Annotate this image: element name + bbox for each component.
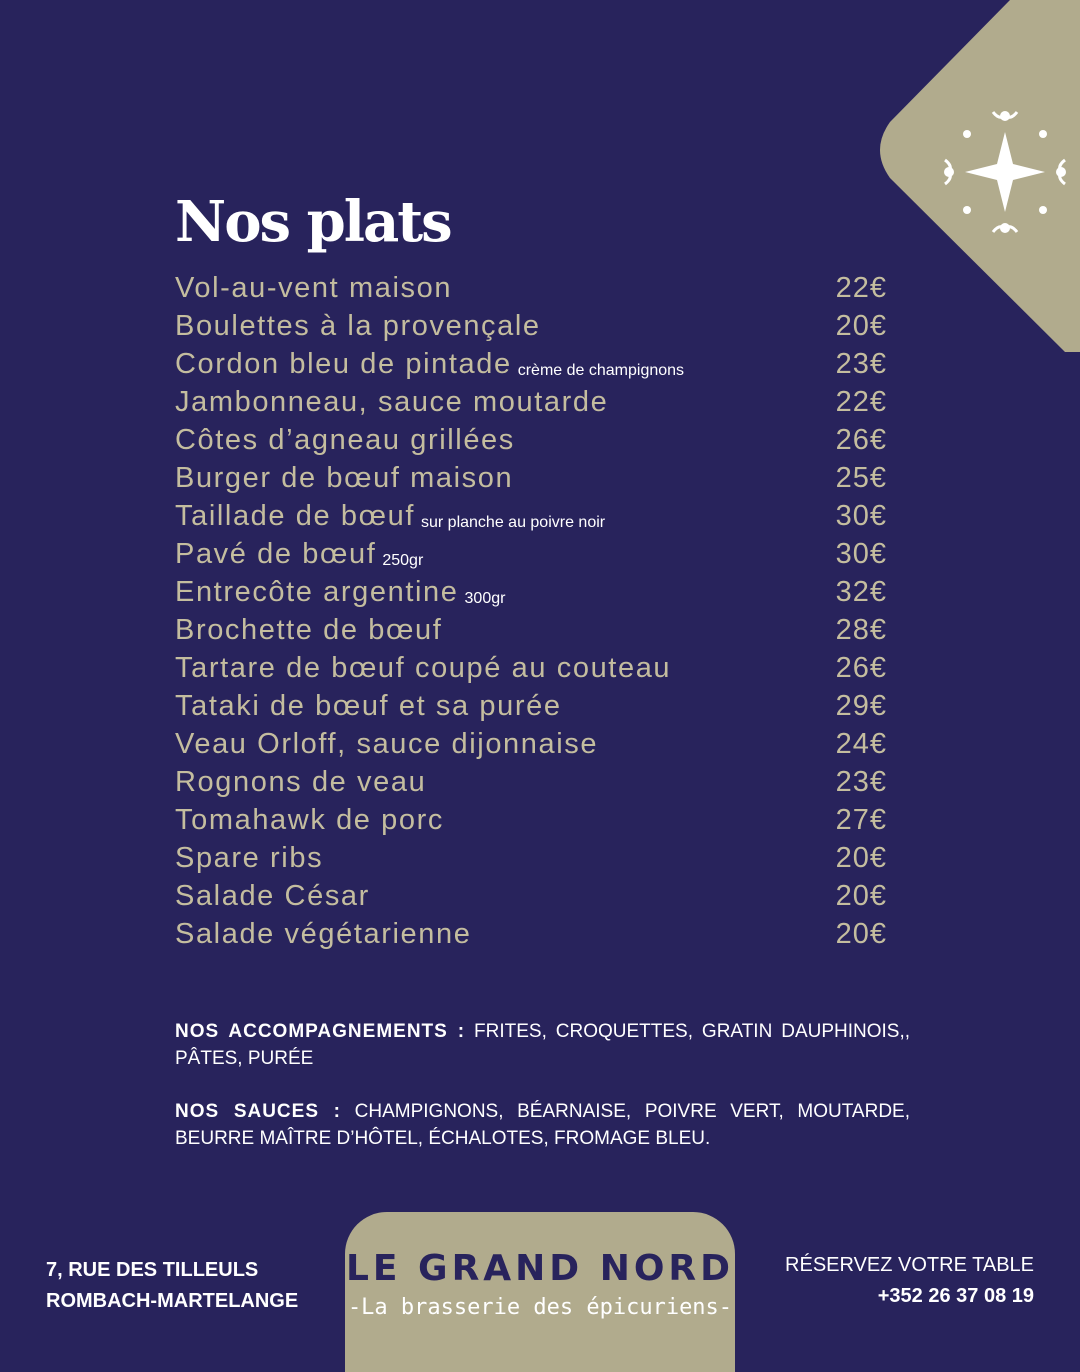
dish-price: 32€: [835, 575, 887, 608]
dish-name: Boulettes à la provençale: [175, 309, 541, 342]
dish-name: Veau Orloff, sauce dijonnaise: [175, 727, 599, 760]
sauces-label: NOS SAUCES :: [175, 1101, 341, 1122]
dish-name: Spare ribs: [175, 841, 324, 874]
address-line-1: 7, RUE DES TILLEULS: [46, 1259, 259, 1281]
dish-row: [175, 269, 887, 307]
sauces-text: CHAMPIGNONS, BÉARNAISE, POIVRE VERT, MOUTARDE, BEURRE MAÎTRE D’HÔTEL, ÉCHALOTES, FROMAGE BLEU.: [175, 1101, 911, 1149]
address: [46, 1255, 298, 1317]
dish-name: Tataki de bœuf et sa purée: [175, 689, 562, 722]
dish-row: [175, 763, 887, 801]
dish-price: 29€: [835, 689, 887, 722]
dish-row: [175, 725, 887, 763]
dish-name: Tomahawk de porc: [175, 803, 444, 836]
dish-price: 26€: [835, 651, 887, 684]
reservation: [785, 1250, 1034, 1312]
dish-name: Salade végétarienne: [175, 917, 472, 950]
dish-name-container: [175, 880, 370, 913]
dish-name: Salade César: [175, 879, 370, 912]
dish-name: Pavé de bœuf: [175, 537, 377, 570]
dish-note: crème de champignons: [517, 361, 685, 379]
dish-row: [175, 535, 887, 573]
dish-name-container: [175, 348, 684, 381]
dish-name-container: [175, 842, 323, 875]
dish-note: 300gr: [464, 589, 506, 607]
dish-name: Taillade de bœuf: [175, 499, 415, 532]
dish-price: 26€: [835, 423, 887, 456]
dish-note: 250gr: [382, 551, 424, 569]
dish-price: 25€: [835, 461, 887, 494]
dish-name-container: [175, 500, 605, 533]
logo-title: LE GRAND NORD: [345, 1248, 735, 1289]
dish-row: [175, 459, 887, 497]
dish-price: 22€: [835, 271, 887, 304]
dish-row: [175, 383, 887, 421]
dish-price: 24€: [835, 727, 887, 760]
dish-name-container: [175, 462, 513, 495]
dish-row: [175, 573, 887, 611]
dish-row: [175, 649, 887, 687]
dish-name: Cordon bleu de pintade: [175, 347, 512, 380]
dish-price: 28€: [835, 613, 887, 646]
dish-price: 30€: [835, 537, 887, 570]
page-title: Nos plats: [175, 189, 451, 255]
sauces-paragraph: [175, 1098, 910, 1152]
dish-price: 30€: [835, 499, 887, 532]
dish-name-container: [175, 576, 505, 609]
dish-price: 22€: [835, 385, 887, 418]
dish-name-container: [175, 804, 444, 837]
dish-name-container: [175, 538, 423, 571]
dish-name: Brochette de bœuf: [175, 613, 443, 646]
logo-subtitle: -La brasserie des épicuriens-: [347, 1295, 733, 1320]
dish-price: 23€: [835, 347, 887, 380]
dish-name-container: [175, 690, 562, 723]
dish-price: 20€: [835, 879, 887, 912]
dish-price: 23€: [835, 765, 887, 798]
dish-name-container: [175, 272, 452, 305]
reserve-label: RÉSERVEZ VOTRE TABLE: [785, 1254, 1034, 1276]
sides-text: FRITES, CROQUETTES, GRATIN DAUPHINOIS,, PÂTES, PURÉE: [175, 1021, 911, 1069]
dish-name-container: [175, 652, 671, 685]
dish-name-container: [175, 614, 442, 647]
dish-row: [175, 345, 887, 383]
dish-name: Entrecôte argentine: [175, 575, 459, 608]
dish-row: [175, 307, 887, 345]
dish-price: 20€: [835, 917, 887, 950]
dish-list: [175, 269, 887, 953]
dish-name: Jambonneau, sauce moutarde: [175, 385, 609, 418]
sides-paragraph: [175, 1018, 910, 1072]
dish-row: [175, 801, 887, 839]
dish-note: sur planche au poivre noir: [421, 513, 606, 531]
dish-row: [175, 611, 887, 649]
dish-name-container: [175, 766, 426, 799]
dish-row: [175, 421, 887, 459]
brand-logo: [345, 1212, 735, 1372]
dish-row: [175, 839, 887, 877]
dish-row: [175, 687, 887, 725]
dish-name-container: [175, 310, 541, 343]
dish-name: Tartare de bœuf coupé au couteau: [175, 651, 672, 684]
dish-name-container: [175, 728, 598, 761]
dish-name: Rognons de veau: [175, 765, 427, 798]
dish-row: [175, 877, 887, 915]
dish-name: Vol-au-vent maison: [175, 271, 453, 304]
dish-name-container: [175, 918, 471, 951]
dish-price: 20€: [835, 841, 887, 874]
dish-name-container: [175, 424, 515, 457]
dish-price: 27€: [835, 803, 887, 836]
dish-row: [175, 497, 887, 535]
dish-name-container: [175, 386, 608, 419]
dish-price: 20€: [835, 309, 887, 342]
phone-number[interactable]: +352 26 37 08 19: [877, 1285, 1034, 1307]
dish-name: Burger de bœuf maison: [175, 461, 514, 494]
dish-name: Côtes d’agneau grillées: [175, 423, 515, 456]
address-line-2: ROMBACH-MARTELANGE: [46, 1290, 299, 1312]
dish-row: [175, 915, 887, 953]
sides-label: NOS ACCOMPAGNEMENTS :: [175, 1021, 466, 1042]
